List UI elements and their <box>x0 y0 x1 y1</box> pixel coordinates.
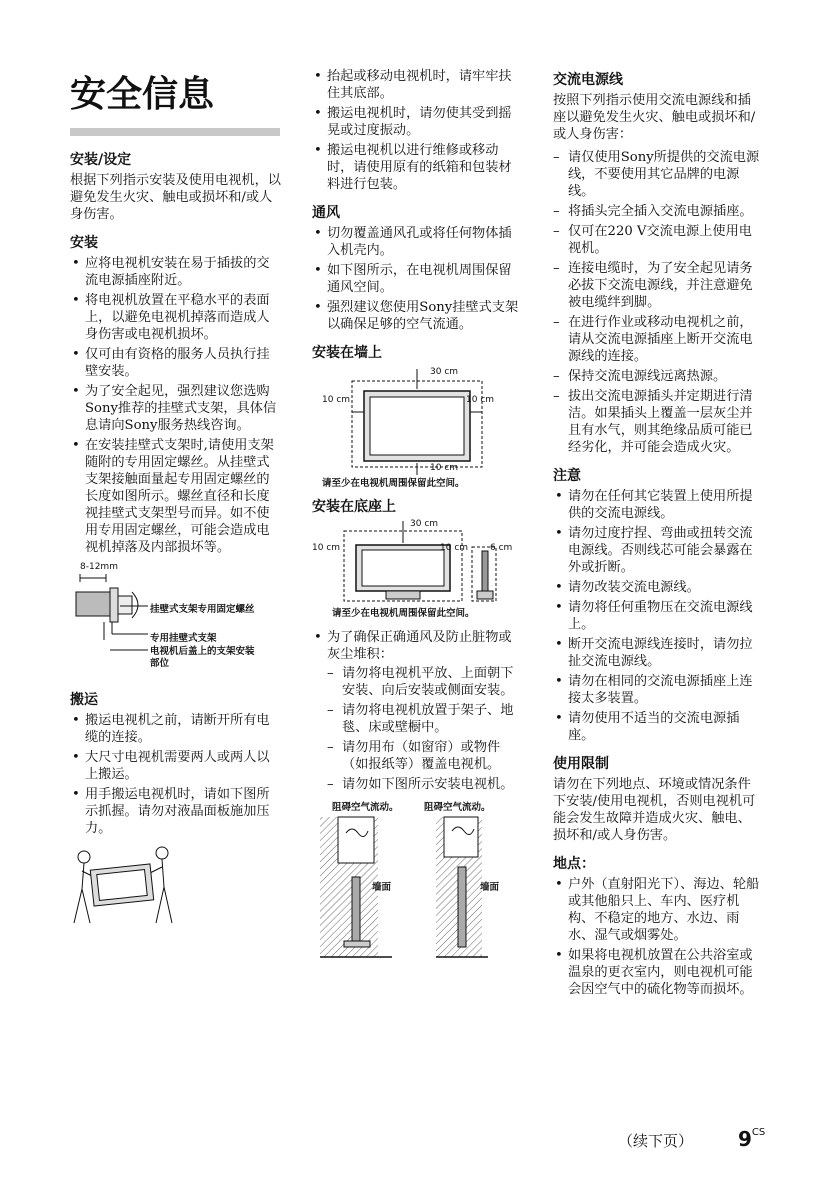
note-heading: 注意 <box>553 468 581 484</box>
page-number <box>738 1127 765 1151</box>
carry-heading: 搬运 <box>70 692 98 708</box>
wall-clearance-figure <box>312 367 522 487</box>
column-2 <box>312 68 522 979</box>
mount-label: 电视机后盖上的支架安装部位 <box>150 646 255 669</box>
stand-top-dim: 30 cm <box>410 519 439 529</box>
list-item: • 仅可由有资格的服务人员执行挂壁安装。 <box>70 346 282 380</box>
carry-list-continued <box>312 68 522 193</box>
wall-bottom-dim: 10 cm <box>430 463 459 473</box>
ac-intro: 按照下列指示使用交流电源线和插座以避免发生火灾、触电或损坏和/或人身伤害： <box>553 93 756 142</box>
list-item: • 将电视机放置在平稳水平的表面上，以避免电视机掉落而造成人身伤害或电视机损坏。 <box>70 292 282 343</box>
list-item: • 搬运电视机之前，请断开所有电缆的连接。 <box>70 712 282 746</box>
screw-dim-label: 8-12mm <box>80 562 118 572</box>
title-rule <box>70 128 280 136</box>
wall-right-dim: 10 cm <box>466 395 495 405</box>
wall-label-b: 墙面 <box>480 882 500 893</box>
page-title: 安全信息 <box>70 74 215 115</box>
carry-list <box>70 712 282 837</box>
page-number-value: 9 <box>738 1127 752 1151</box>
list-item: – 拔出交流电源插头并定期进行清洁。如果插头上覆盖一层灰尘并且有水气，则其绝缘品质可能已经劣化，并可能会造成火灾。 <box>553 388 763 456</box>
page-number-suffix: CS <box>751 1127 766 1138</box>
list-item: – 请勿将电视机平放、上面朝下安装、向后安装或侧面安装。 <box>327 665 522 699</box>
airflow-text: 为了确保正确通风及防止脏物或灰尘堆积： <box>327 630 512 662</box>
list-item: • 为了安全起见，强烈建议您选购Sony推荐的挂壁式支架，具体信息请向Sony服务热线咨询。 <box>70 383 282 434</box>
wall-top-dim: 30 cm <box>430 367 459 377</box>
ac-list <box>553 149 763 456</box>
list-item: • 请勿将任何重物压在交流电源线上。 <box>553 599 763 633</box>
list-item: • 断开交流电源线连接时，请勿拉扯交流电源线。 <box>553 636 763 670</box>
list-item: – 仅可在220 V交流电源上使用电视机。 <box>553 223 763 257</box>
list-item: • 抬起或移动电视机时，请牢牢扶住其底部。 <box>312 68 522 102</box>
places-list <box>553 876 763 998</box>
list-item: • 强烈建议您使用Sony挂壁式支架以确保足够的空气流通。 <box>312 299 522 333</box>
limits-intro: 请勿在下列地点、环境或情况条件下安装/使用电视机，否则电视机可能会发生故障并造成火灾、触电、损坏和/或人身伤害。 <box>553 777 756 843</box>
screw-figure <box>70 562 282 680</box>
ac-heading: 交流电源线 <box>553 72 623 88</box>
list-item: • 用手搬运电视机时，请如下图所示抓握。请勿对液晶面板施加压力。 <box>70 786 282 837</box>
install-heading: 安装 <box>70 235 98 251</box>
list-item: • 在安装挂壁式支架时,请使用支架随附的专用固定螺丝。从挂壁式支架接触面量起专用固定螺丝的长度如图所示。螺丝直径和长度视挂壁式支架型号而异。如不使用专用固定螺丝，可能会造成电视机掉落及内部损坏等。 <box>70 437 282 556</box>
list-item: • 请勿在相同的交流电源插座上连接太多装置。 <box>553 673 763 707</box>
column-1 <box>70 150 282 931</box>
wall-diagram <box>312 367 522 475</box>
list-item: • 请勿使用不适当的交流电源插座。 <box>553 710 763 744</box>
carry-illustration <box>70 843 180 931</box>
list-item: • 搬运电视机以进行维修或移动时，请使用原有的纸箱和包装材料进行包装。 <box>312 142 522 193</box>
leader-lines <box>110 604 150 654</box>
list-item <box>312 629 522 793</box>
blocked-label-b: 阻碍空气流动。 <box>424 802 491 813</box>
stand-caption: 请至少在电视机周围保留此空间。 <box>332 608 475 619</box>
list-item: • 请勿在任何其它装置上使用所提供的交流电源线。 <box>553 488 763 522</box>
list-item: • 切勿覆盖通风孔或将任何物体插入机壳内。 <box>312 225 522 259</box>
wall-left-dim: 10 cm <box>322 395 351 405</box>
airflow-list <box>312 629 522 793</box>
list-item: – 在进行作业或移动电视机之前，请从交流电源插座上断开交流电源线的连接。 <box>553 314 763 365</box>
stand-side-dim: 6 cm <box>490 543 513 553</box>
screw-label: 挂壁式支架专用固定螺丝 <box>150 604 255 615</box>
wall-caption: 请至少在电视机周围保留此空间。 <box>322 478 465 489</box>
wall-heading: 安装在墙上 <box>312 345 382 361</box>
list-item: – 请勿将电视机放置于架子、地毯、床或壁橱中。 <box>327 702 522 736</box>
setup-heading: 安装/设定 <box>70 152 132 168</box>
list-item: • 请勿改装交流电源线。 <box>553 579 763 596</box>
note-list <box>553 488 763 744</box>
list-item: • 户外（直射阳光下）、海边、轮船或其他船只上、车内、医疗机构、不稳定的地方、水边、雨水、湿气或烟雾处。 <box>553 876 763 944</box>
blocked-label-a: 阻碍空气流动。 <box>332 802 399 813</box>
bracket-label: 专用挂壁式支架 <box>150 633 217 644</box>
airflow-sublist <box>327 665 522 793</box>
install-list <box>70 255 282 556</box>
vent-list <box>312 225 522 333</box>
setup-intro: 根据下列指示安装及使用电视机，以避免发生火灾、触电或损坏和/或人身伤害。 <box>70 173 281 222</box>
list-item: – 连接电缆时，为了安全起见请务必拔下交流电源线，并注意避免被电缆绊到脚。 <box>553 260 763 311</box>
list-item: • 大尺寸电视机需要两人或两人以上搬运。 <box>70 749 282 783</box>
places-heading: 地点： <box>553 856 595 872</box>
list-item: • 搬运电视机时，请勿使其受到摇晃或过度振动。 <box>312 105 522 139</box>
wall-label-a: 墙面 <box>372 882 392 893</box>
stand-right-dim: 10 cm <box>440 543 469 553</box>
list-item: • 如果将电视机放置在公共浴室或温泉的更衣室内，则电视机可能会因空气中的硫化物等而损坏。 <box>553 947 763 998</box>
list-item: • 应将电视机安装在易于插拔的交流电源插座附近。 <box>70 255 282 289</box>
stand-heading: 安装在底座上 <box>312 499 396 515</box>
stand-diagram <box>312 521 522 605</box>
column-3 <box>553 70 763 1004</box>
list-item: – 请仅使用Sony所提供的交流电源线，不要使用其它品牌的电源线。 <box>553 149 763 200</box>
list-item: – 将插头完全插入交流电源插座。 <box>553 203 763 220</box>
stand-clearance-figure <box>312 521 522 621</box>
list-item: – 保持交流电源线远离热源。 <box>553 368 763 385</box>
list-item: – 请勿用布（如窗帘）或物件（如报纸等）覆盖电视机。 <box>327 739 522 773</box>
blocked-airflow-figure <box>312 799 522 979</box>
list-item: • 如下图所示，在电视机周围保留通风空间。 <box>312 262 522 296</box>
stand-left-dim: 10 cm <box>312 543 341 553</box>
list-item: • 请勿过度拧捏、弯曲或扭转交流电源线。否则线芯可能会暴露在外或折断。 <box>553 525 763 576</box>
vent-heading: 通风 <box>312 205 340 221</box>
list-item: – 请勿如下图所示安装电视机。 <box>327 776 522 793</box>
continued-note: （续下页） <box>618 1132 694 1150</box>
limits-heading: 使用限制 <box>553 756 609 772</box>
